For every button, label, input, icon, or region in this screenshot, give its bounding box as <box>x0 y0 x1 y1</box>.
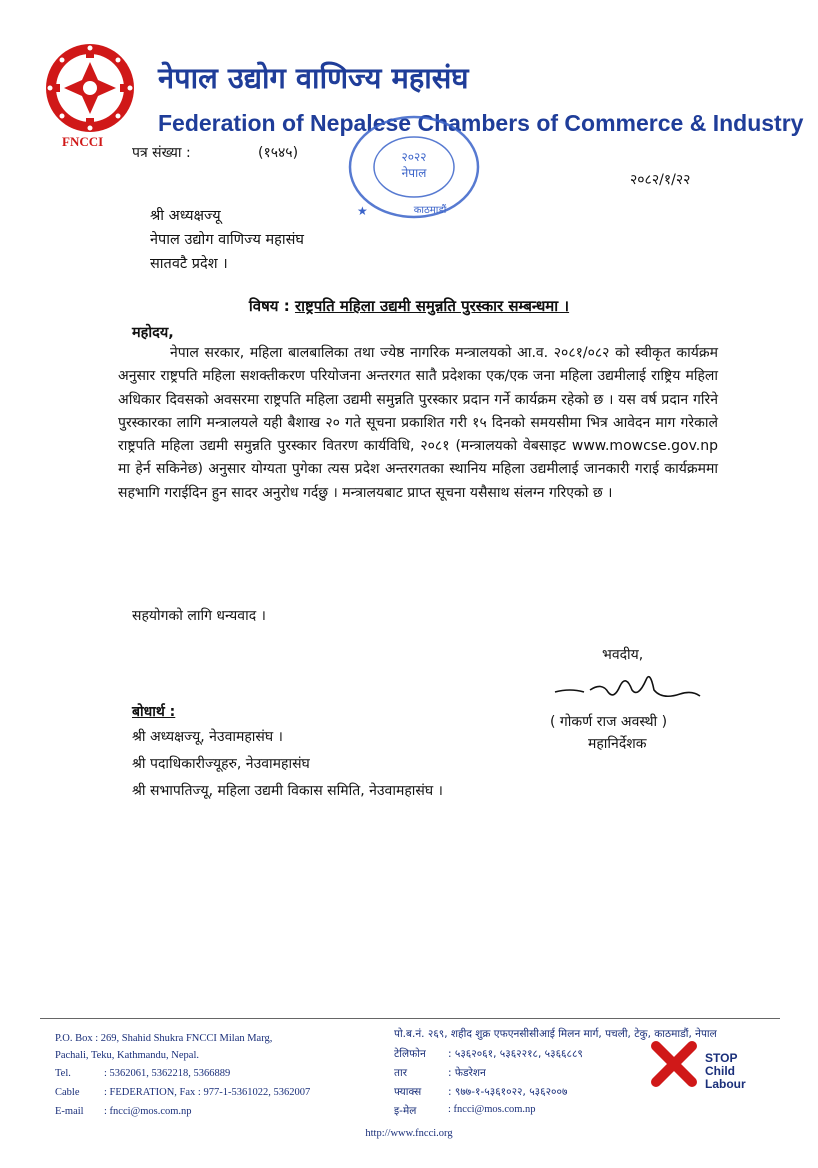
footer-website[interactable]: http://www.fncci.org <box>365 1128 453 1139</box>
reference-number: (१५४५) <box>258 145 299 161</box>
org-name-english: Federation of Nepalese Chambers of Commerce & Industry <box>158 110 804 136</box>
logo-caption: FNCCI <box>62 134 104 149</box>
cc-item: श्री पदाधिकारीज्यूहरु, नेउवामहासंघ <box>132 756 310 772</box>
footer-np-fax-label: फ्याक्स <box>394 1086 422 1098</box>
closing: भवदीय, <box>602 647 644 663</box>
labour-word: Labour <box>705 1077 746 1091</box>
salutation: महोदय, <box>132 325 174 341</box>
footer-address: Pachali, Teku, Kathmandu, Nepal. <box>55 1050 199 1061</box>
thanks-line: सहयोगको लागि धन्यवाद । <box>132 608 266 624</box>
seal-year: २०२२ <box>401 150 427 164</box>
footer-tel: : 5362061, 5362218, 5366889 <box>104 1068 231 1079</box>
subject-text: राष्ट्रपति महिला उद्यमी समुन्नति पुरस्कार सम्बन्धमा । <box>294 297 570 315</box>
footer-np-tel-label: टेलिफोन <box>394 1048 426 1060</box>
org-name-nepali: नेपाल उद्योग वाणिज्य महासंघ <box>158 61 469 95</box>
seal-city: काठमाडौं <box>413 205 447 216</box>
signer-designation: महानिर्देशक <box>588 736 647 752</box>
footer-email: : fncci@mos.com.np <box>104 1106 192 1117</box>
footer-np-email: : fncci@mos.com.np <box>448 1104 536 1115</box>
subject-label: विषय : <box>248 297 290 315</box>
letter-date: २०८२/१/२२ <box>630 172 691 188</box>
footer-po-box: P.O. Box : 269, Shahid Shukra FNCCI Milan Marg, <box>55 1033 273 1044</box>
footer-cable-label: Cable <box>55 1087 80 1098</box>
stop-child-labour-text <box>705 1052 746 1091</box>
footer-np-cable: : फेडरेशन <box>448 1067 486 1079</box>
stop-child-labour-x-icon <box>650 1040 698 1088</box>
signer-name: ( गोकर्ण राज अवस्थी ) <box>550 714 668 730</box>
official-seal-stamp <box>345 115 483 225</box>
recipient-line-1: श्री अध्यक्षज्यू <box>150 208 221 224</box>
footer-np-po-box: पो.ब.नं. २६९, शहीद शुक्र एफएनसीसीआई मिलन मार्ग, पचली, टेकु, काठमाडौं, नेपाल <box>394 1028 717 1040</box>
letter-body: नेपाल सरकार, महिला बालबालिका तथा ज्येष्ठ नागरिक मन्त्रालयको आ.व. २०८१/०८२ को स्वीकृत कार्यक्रम अनुसार राष्ट्रपति महिला सशक्तीकरण परियोजना अन्तरगत सातै प्रदेशका एक/एक जना महिला उद्यमीलाई राष्ट्रिय महिला अधिकार दिवसको अवसरमा राष्ट्रपति महिला उद्यमी समुन्नति पुरस्कार प्रदान गर्ने कार्यक्रम रहेको छ । यस वर्ष प्रदान गरिने पुरस्कारका लागि मन्त्रालयले यही बैशाख २० गते सूचना प्रकाशित गरी १५ दिनको समयसीमा भित्र आवेदन माग गरेकाले राष्ट्रपति महिला उद्यमी समुन्नति पुरस्कार वितरण कार्यविधि, २०८१ (मन्त्रालयको वेबसाइट www.mowcse.gov.np मा हेर्न सकिनेछ) अनुसार योग्यता पुगेका त्यस प्रदेश अन्तरगतका स्थानिय महिला उद्यमीलाई जानकारी गराई कार्यक्रममा सहभागि गराईदिन हुन सादर अनुरोध गर्दछु । मन्त्रालयबाट प्राप्त सूचना यसैसाथ संलग्न गरिएको छ । <box>118 345 718 501</box>
footer-np-fax: : ९७७-१-५३६१०२२, ५३६२००७ <box>448 1086 568 1098</box>
footer-divider <box>40 1018 780 1019</box>
recipient-line-3: सातवटै प्रदेश । <box>150 256 228 272</box>
subject-line <box>0 296 818 316</box>
reference-label: पत्र संख्या : <box>132 145 191 161</box>
child-word: Child <box>705 1064 735 1078</box>
signature <box>550 660 710 710</box>
cc-title: बोधार्थ : <box>132 704 176 720</box>
footer-cable-fax: : FEDERATION, Fax : 977-1-5361022, 5362007 <box>104 1087 311 1098</box>
footer-np-email-label: इ-मेल <box>394 1105 417 1117</box>
seal-country: नेपाल <box>401 166 427 180</box>
recipient-line-2: नेपाल उद्योग वाणिज्य महासंघ <box>150 232 304 248</box>
cc-item: श्री सभापतिज्यू, महिला उद्यमी विकास समिति, नेउवामहासंघ । <box>132 783 443 799</box>
stop-word: STOP <box>705 1051 738 1065</box>
cc-item: श्री अध्यक्षज्यू, नेउवामहासंघ । <box>132 729 283 745</box>
svg-text:★: ★ <box>357 204 368 218</box>
footer-tel-label: Tel. <box>55 1068 71 1079</box>
footer-email-label: E-mail <box>55 1106 84 1117</box>
footer-np-tel: : ५३६२०६१, ५३६२२१८, ५३६६८८९ <box>448 1048 583 1060</box>
footer-np-cable-label: तार <box>394 1067 407 1079</box>
fncci-logo <box>40 40 140 140</box>
